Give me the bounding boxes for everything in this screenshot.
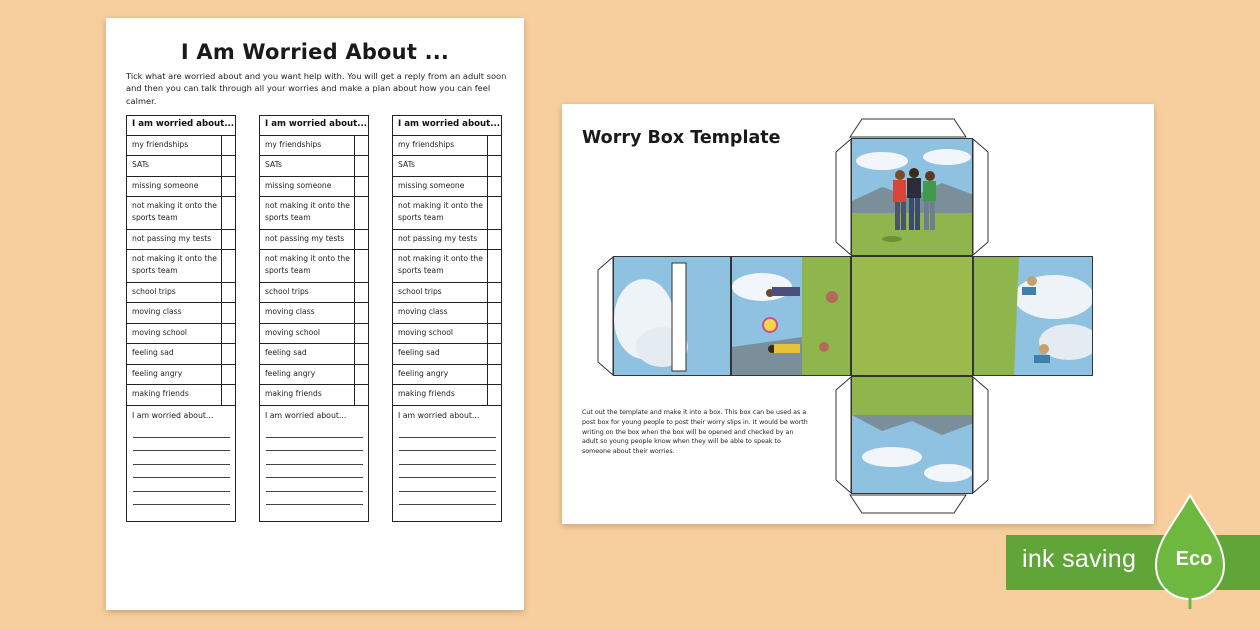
slip-rows — [393, 136, 501, 406]
friends-illustration — [852, 139, 973, 256]
checklist-item-label: school trips — [398, 287, 442, 296]
worry-slip-2 — [259, 115, 369, 522]
checklist-item — [260, 250, 368, 283]
tick-box[interactable] — [354, 136, 368, 155]
glue-tab-top-left — [832, 138, 852, 256]
checklist-item-label: school trips — [265, 287, 309, 296]
checklist-item-label: moving class — [398, 307, 448, 316]
checklist-item-label: not making it onto the sports team — [132, 201, 217, 222]
checklist-item-label: making friends — [265, 389, 322, 398]
tick-box[interactable] — [487, 177, 501, 196]
tick-box[interactable] — [354, 177, 368, 196]
tick-box[interactable] — [221, 177, 235, 196]
tick-box[interactable] — [487, 156, 501, 176]
checklist-item-label: school trips — [132, 287, 176, 296]
checklist-item — [393, 250, 501, 283]
page-title: I Am Worried About ... — [180, 40, 450, 64]
children-illustration — [732, 257, 851, 376]
checklist-item-label: moving school — [265, 328, 321, 337]
tick-box[interactable] — [487, 385, 501, 405]
tick-box[interactable] — [354, 365, 368, 384]
eco-leaf — [1150, 493, 1230, 615]
checklist-item — [127, 230, 235, 250]
tick-box[interactable] — [221, 136, 235, 155]
slip-footer-label: I am worried about... — [398, 411, 480, 420]
tick-box[interactable] — [487, 365, 501, 384]
box-face-side-2 — [731, 256, 851, 376]
box-face-side-1 — [613, 256, 731, 376]
tick-box[interactable] — [221, 197, 235, 229]
checklist-item-label: moving school — [132, 328, 188, 337]
checklist-item-label: my friendships — [398, 140, 455, 149]
checklist-item-label: not passing my tests — [132, 234, 212, 243]
slip-header: I am worried about... — [127, 116, 235, 136]
checklist-item — [260, 365, 368, 385]
tick-box[interactable] — [221, 250, 235, 282]
checklist-item-label: feeling sad — [398, 348, 440, 357]
checklist-item — [393, 230, 501, 250]
slip-rows — [260, 136, 368, 406]
box-face-side-3 — [973, 256, 1093, 376]
worry-checklist-sheet — [106, 18, 524, 610]
tick-box[interactable] — [487, 197, 501, 229]
glue-tab-bottom-left — [832, 376, 852, 494]
glue-tab-bottom-right — [972, 376, 992, 494]
tick-box[interactable] — [221, 156, 235, 176]
write-line[interactable] — [133, 424, 230, 438]
tick-box[interactable] — [354, 230, 368, 249]
glue-tab-bottom — [832, 494, 984, 514]
checklist-item — [260, 324, 368, 344]
checklist-item — [393, 324, 501, 344]
checklist-item-label: not making it onto the sports team — [398, 201, 483, 222]
tick-box[interactable] — [354, 344, 368, 364]
checklist-item — [393, 197, 501, 230]
checklist-item-label: making friends — [398, 389, 455, 398]
template-instructions: Cut out the template and make it into a box. This box can be used as a post box for young people to post their worry slips in. It would be worth writing on the box when the box will be opened and checked by an adult so young people know when they will be able to speak to someone about their worries. — [582, 409, 808, 456]
ink-saving-label: ink saving — [1022, 545, 1137, 573]
write-line[interactable] — [399, 438, 496, 452]
write-line[interactable] — [399, 492, 496, 506]
slip-footer — [393, 406, 501, 505]
checklist-item — [260, 344, 368, 365]
box-lid-green — [851, 256, 973, 376]
checklist-item — [260, 177, 368, 197]
write-line[interactable] — [266, 465, 363, 479]
checklist-item — [127, 303, 235, 324]
sky-illustration — [614, 257, 731, 376]
upside-down-sky-illustration — [852, 377, 973, 494]
write-line[interactable] — [266, 451, 363, 465]
checklist-item — [127, 344, 235, 365]
checklist-item — [260, 303, 368, 324]
worry-box-template-sheet — [562, 104, 1154, 524]
field-illustration — [974, 257, 1093, 376]
write-line[interactable] — [399, 424, 496, 438]
tick-box[interactable] — [487, 283, 501, 302]
checklist-item-label: not making it onto the sports team — [132, 254, 217, 275]
tick-box[interactable] — [221, 385, 235, 405]
write-line[interactable] — [399, 451, 496, 465]
checklist-item — [260, 136, 368, 156]
worry-slip-1 — [126, 115, 236, 522]
checklist-item-label: not passing my tests — [265, 234, 345, 243]
checklist-item-label: SATs — [398, 160, 415, 169]
write-line[interactable] — [399, 465, 496, 479]
checklist-item-label: moving school — [398, 328, 454, 337]
checklist-item-label: not making it onto the sports team — [265, 201, 350, 222]
checklist-item-label: missing someone — [265, 181, 332, 190]
tick-box[interactable] — [354, 156, 368, 176]
slip-footer — [127, 406, 235, 505]
checklist-item — [393, 303, 501, 324]
box-face-top-picture — [851, 138, 973, 256]
glue-tab-top — [832, 118, 984, 138]
checklist-item — [127, 197, 235, 230]
worry-slip-3 — [392, 115, 502, 522]
tick-box[interactable] — [221, 365, 235, 384]
tick-box[interactable] — [487, 230, 501, 249]
checklist-item — [393, 283, 501, 303]
checklist-item — [260, 283, 368, 303]
tick-box[interactable] — [354, 303, 368, 323]
tick-box[interactable] — [487, 324, 501, 343]
slip-header: I am worried about... — [393, 116, 501, 136]
template-title: Worry Box Template — [582, 128, 781, 148]
write-line[interactable] — [399, 478, 496, 492]
tick-box[interactable] — [221, 324, 235, 343]
checklist-item — [393, 136, 501, 156]
slip-footer — [260, 406, 368, 505]
checklist-item — [127, 250, 235, 283]
checklist-item — [127, 136, 235, 156]
write-line[interactable] — [266, 492, 363, 506]
tick-box[interactable] — [221, 230, 235, 249]
checklist-item-label: my friendships — [265, 140, 322, 149]
write-line[interactable] — [133, 438, 230, 452]
tick-box[interactable] — [221, 283, 235, 302]
glue-tab-top-right — [972, 138, 992, 256]
tick-box[interactable] — [354, 385, 368, 405]
checklist-item-label: feeling sad — [132, 348, 174, 357]
checklist-item-label: feeling angry — [132, 369, 183, 378]
eco-label: Eco — [1175, 548, 1213, 570]
checklist-item — [393, 344, 501, 365]
checklist-item — [260, 197, 368, 230]
checklist-item — [260, 385, 368, 406]
checklist-item-label: moving class — [265, 307, 315, 316]
checklist-item-label: feeling sad — [265, 348, 307, 357]
checklist-item-label: not making it onto the sports team — [398, 254, 483, 275]
checklist-item — [127, 365, 235, 385]
write-line[interactable] — [266, 438, 363, 452]
checklist-item-label: SATs — [132, 160, 149, 169]
checklist-item — [260, 156, 368, 177]
tick-box[interactable] — [487, 303, 501, 323]
write-line[interactable] — [266, 478, 363, 492]
slip-header: I am worried about... — [260, 116, 368, 136]
tick-box[interactable] — [487, 344, 501, 364]
checklist-item-label: missing someone — [132, 181, 199, 190]
checklist-item — [393, 177, 501, 197]
write-line[interactable] — [133, 492, 230, 506]
checklist-item-label: feeling angry — [398, 369, 449, 378]
checklist-item-label: not passing my tests — [398, 234, 478, 243]
slip-rows — [127, 136, 235, 406]
checklist-item-label: my friendships — [132, 140, 189, 149]
write-line[interactable] — [133, 478, 230, 492]
tick-box[interactable] — [354, 250, 368, 282]
checklist-item — [393, 365, 501, 385]
checklist-item — [127, 385, 235, 406]
checklist-item-label: making friends — [132, 389, 189, 398]
tick-box[interactable] — [221, 344, 235, 364]
intro-text: Tick what are worried about and you want help with. You will get a reply from an adult soon and then you can talk through all your worries and make a plan about how you can feel calmer. — [126, 71, 507, 106]
write-line[interactable] — [133, 465, 230, 479]
checklist-item — [127, 283, 235, 303]
checklist-item-label: feeling angry — [265, 369, 316, 378]
checklist-item-label: moving class — [132, 307, 182, 316]
tick-box[interactable] — [487, 136, 501, 155]
write-line[interactable] — [266, 424, 363, 438]
tick-box[interactable] — [354, 283, 368, 302]
checklist-item-label: not making it onto the sports team — [265, 254, 350, 275]
slip-footer-label: I am worried about... — [132, 411, 214, 420]
tick-box[interactable] — [487, 250, 501, 282]
checklist-item — [393, 156, 501, 177]
write-line[interactable] — [133, 451, 230, 465]
checklist-item-label: SATs — [265, 160, 282, 169]
checklist-item — [393, 385, 501, 406]
tick-box[interactable] — [354, 324, 368, 343]
checklist-item-label: missing someone — [398, 181, 465, 190]
tick-box[interactable] — [221, 303, 235, 323]
tick-box[interactable] — [354, 197, 368, 229]
checklist-item — [127, 324, 235, 344]
slip-footer-label: I am worried about... — [265, 411, 347, 420]
glue-tab-left — [596, 256, 614, 376]
checklist-item — [260, 230, 368, 250]
checklist-item — [127, 156, 235, 177]
checklist-item — [127, 177, 235, 197]
box-face-bottom-picture — [851, 376, 973, 494]
